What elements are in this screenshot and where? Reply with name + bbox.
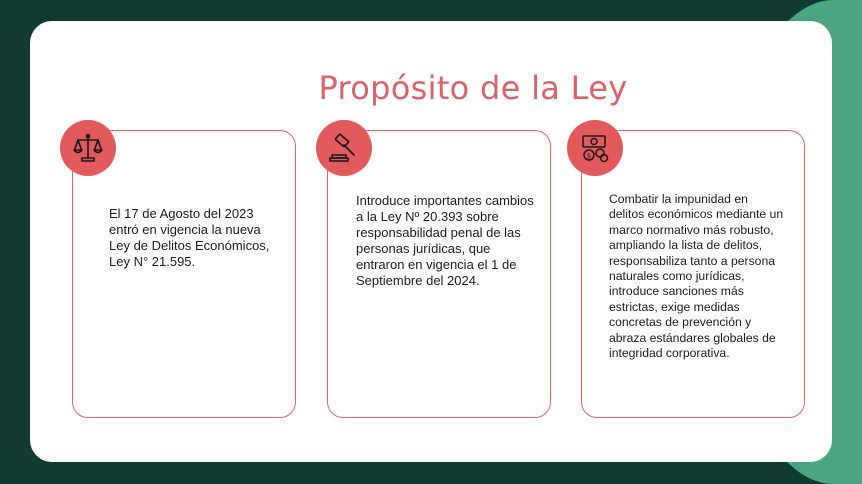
- scales-of-justice-icon: [60, 120, 116, 176]
- money-coins-icon: [567, 120, 623, 176]
- slide-panel: [30, 21, 832, 462]
- card-3-text: Combatir la impunidad en delitos económicos mediante un marco normativo más robusto, ampliando la lista de delitos, responsabiliza tanto a persona naturales como jurídicas, introduce sanciones más estrictas, exige medidas concretas de prevención y abraza estándares globales de integridad corporativa.: [609, 192, 784, 361]
- info-card-1: [72, 130, 296, 418]
- info-card-2: [327, 130, 551, 418]
- card-1-text: El 17 de Agosto del 2023 entró en vigencia la nueva Ley de Delitos Económicos, Ley N° 21.595.: [109, 206, 270, 269]
- info-card-3: [581, 130, 805, 418]
- svg-text:$: $: [586, 152, 592, 160]
- card-2-text: Introduce importantes cambios a la Ley Nº 20.393 sobre responsabilidad penal de las personas jurídicas, que entraron en vigencia el 1 de Septiembre del 2024.: [356, 193, 534, 288]
- gavel-icon: [316, 120, 372, 176]
- page-title: Propósito de la Ley: [318, 69, 628, 107]
